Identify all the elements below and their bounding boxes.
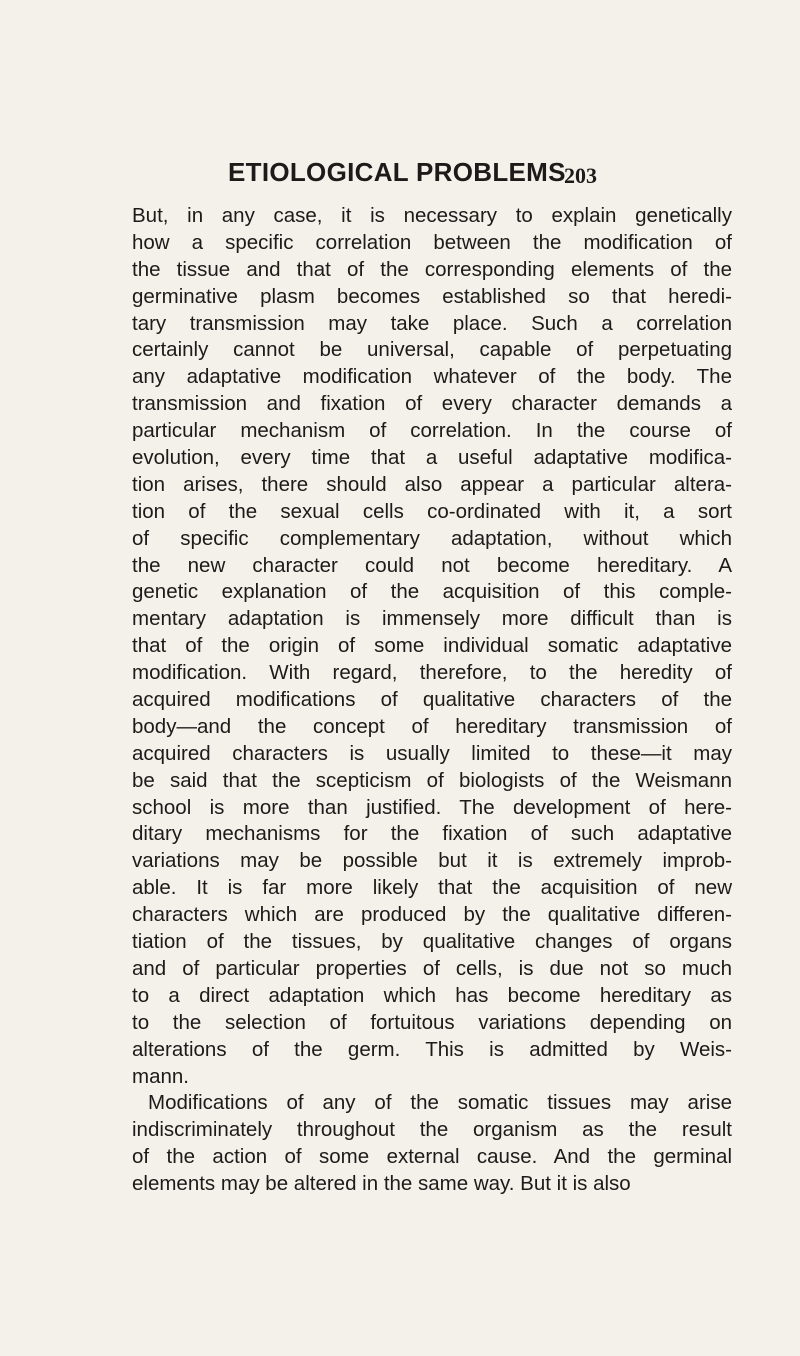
text-line: evolution, every time that a useful adaptative modifica- [132, 446, 732, 470]
text-line: But, in any case, it is necessary to explain genetically [132, 204, 732, 227]
chapter-title: ETIOLOGICAL PROBLEMS [228, 157, 566, 187]
text-line: variations may be possible but it is extremely improb- [132, 849, 732, 873]
body-text [132, 203, 732, 1198]
text-line: acquired characters is usually limited to these—it may [132, 741, 732, 765]
text-line: transmission and fixation of every character demands a [132, 392, 732, 416]
text-line: and of particular properties of cells, is due not so much [132, 956, 732, 980]
text-line: of specific complementary adaptation, without which [132, 526, 732, 550]
text-line: mann. [132, 1064, 189, 1088]
text-line: modification. With regard, therefore, to the heredity of [132, 661, 732, 685]
text-line: indiscriminately throughout the organism as the result [132, 1118, 732, 1142]
text-line: school is more than justified. The development of here- [132, 795, 732, 819]
text-line: that of the origin of some individual somatic adaptative [132, 634, 732, 658]
text-line: certainly cannot be universal, capable of perpetuating [132, 338, 732, 362]
page-number: 203 [564, 163, 597, 188]
text-line: genetic explanation of the acquisition of this comple- [132, 580, 732, 604]
text-line: Modifications of any of the somatic tissues may arise [148, 1091, 732, 1115]
text-line: the new character could not become hereditary. A [132, 553, 732, 577]
text-line: characters which are produced by the qualitative differen- [132, 903, 732, 927]
text-line: ditary mechanisms for the fixation of such adaptative [132, 822, 732, 846]
text-line: tion arises, there should also appear a particular altera- [132, 472, 732, 496]
text-line: to the selection of fortuitous variations depending on [132, 1010, 732, 1034]
text-line: able. It is far more likely that the acquisition of new [132, 876, 732, 900]
text-line: tary transmission may take place. Such a correlation [132, 311, 732, 335]
text-line: to a direct adaptation which has become hereditary as [132, 983, 732, 1007]
running-head [228, 157, 598, 197]
text-line: alterations of the germ. This is admitted by Weis- [132, 1037, 732, 1061]
text-line: body—and the concept of hereditary transmission of [132, 714, 732, 738]
text-line: tion of the sexual cells co-ordinated with it, a sort [132, 499, 732, 523]
text-line: the tissue and that of the corresponding elements of the [132, 257, 732, 281]
text-line: of the action of some external cause. And the germinal [132, 1145, 732, 1169]
text-line: any adaptative modification whatever of the body. The [132, 365, 732, 389]
text-line: be said that the scepticism of biologists of the Weismann [132, 768, 732, 792]
text-line: tiation of the tissues, by qualitative changes of organs [132, 930, 732, 954]
text-line: germinative plasm becomes established so that heredi- [132, 284, 732, 308]
text-line: acquired modifications of qualitative characters of the [132, 688, 732, 712]
text-line: how a specific correlation between the modification of [132, 230, 732, 254]
text-line: particular mechanism of correlation. In the course of [132, 419, 732, 443]
text-line: mentary adaptation is immensely more difficult than is [132, 607, 732, 631]
text-line: elements may be altered in the same way. But it is also [132, 1172, 631, 1196]
